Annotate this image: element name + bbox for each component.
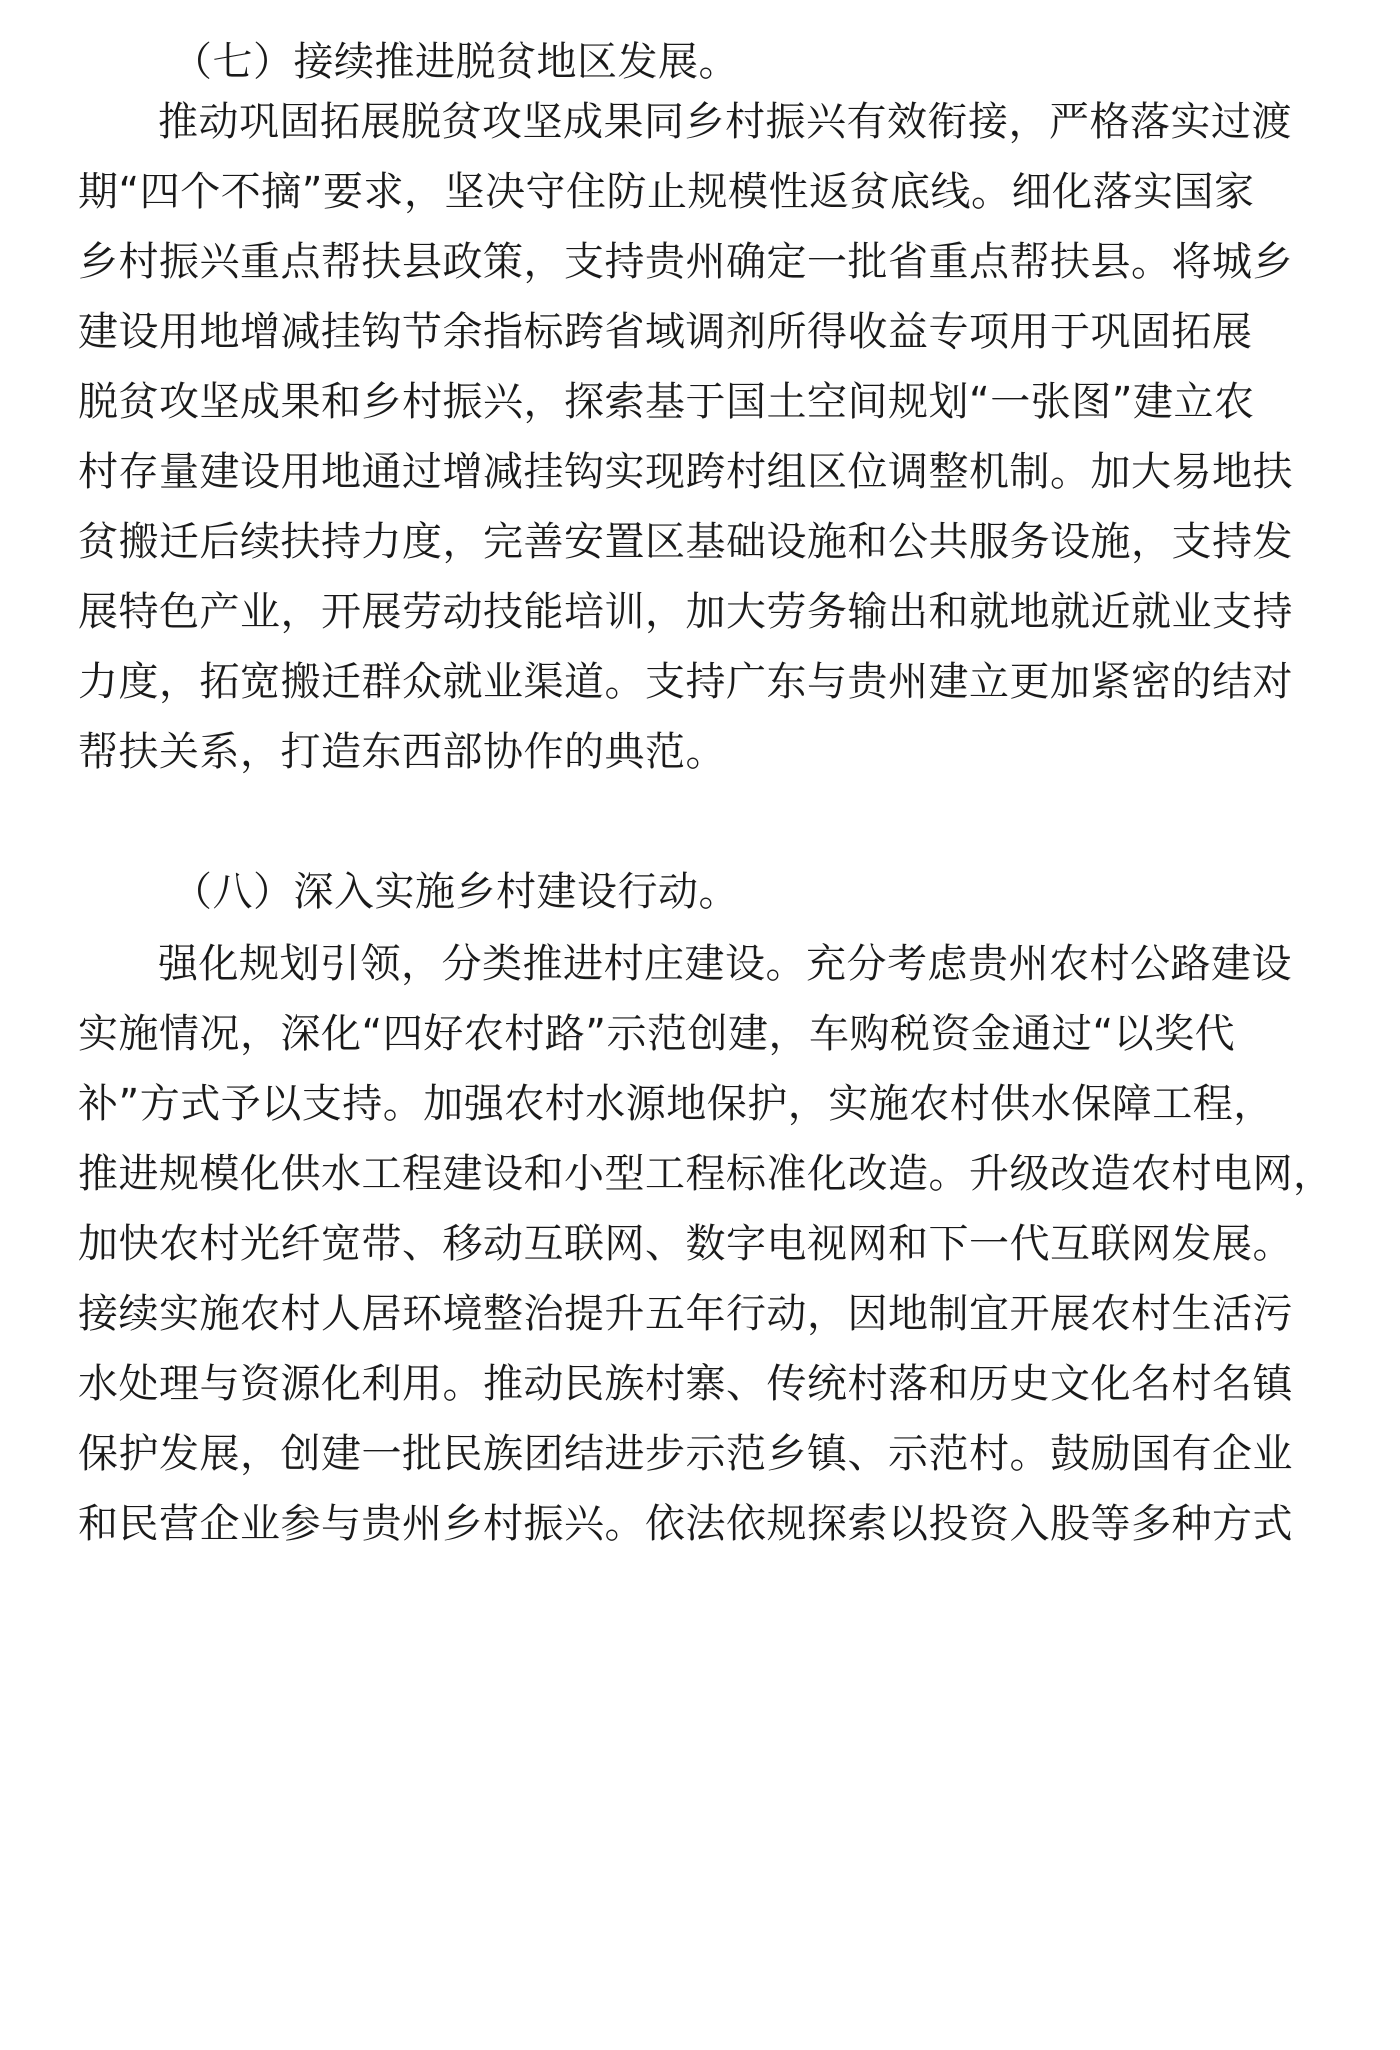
paragraph-line: 贫搬迁后续扶持力度，完善安置区基础设施和公共服务设施，支持发 [78, 519, 1293, 565]
paragraph-line: 推进规模化供水工程建设和小型工程标准化改造。升级改造农村电网， [78, 1151, 1334, 1197]
paragraph-line: 加快农村光纤宽带、移动互联网、数字电视网和下一代互联网发展。 [78, 1221, 1293, 1267]
paragraph-line: 脱贫攻坚成果和乡村振兴，探索基于国土空间规划“一张图”建立农 [78, 379, 1255, 425]
paragraph-line: 和民营企业参与贵州乡村振兴。依法依规探索以投资入股等多种方式 [78, 1501, 1293, 1547]
paragraph-line: 展特色产业，开展劳动技能培训，加大劳务输出和就地就近就业支持 [78, 589, 1293, 635]
paragraph-line: 水处理与资源化利用。推动民族村寨、传统村落和历史文化名村名镇 [78, 1361, 1293, 1407]
section-heading-8: （八）深入实施乡村建设行动。 [172, 869, 739, 915]
paragraph-line: 接续实施农村人居环境整治提升五年行动，因地制宜开展农村生活污 [78, 1291, 1293, 1337]
paragraph-line: 强化规划引领，分类推进村庄建设。充分考虑贵州农村公路建设 [158, 941, 1292, 987]
paragraph-line: 实施情况，深化“四好农村路”示范创建，车购税资金通过“以奖代 [78, 1011, 1236, 1057]
paragraph-line: 帮扶关系，打造东西部协作的典范。 [78, 729, 726, 775]
paragraph-line: 村存量建设用地通过增减挂钩实现跨村组区位调整机制。加大易地扶 [78, 449, 1293, 495]
paragraph-line: 期“四个不摘”要求，坚决守住防止规模性返贫底线。细化落实国家 [78, 169, 1255, 215]
paragraph-line: 力度，拓宽搬迁群众就业渠道。支持广东与贵州建立更加紧密的结对 [78, 659, 1293, 705]
paragraph-line: 保护发展，创建一批民族团结进步示范乡镇、示范村。鼓励国有企业 [78, 1431, 1293, 1477]
paragraph-line: 推动巩固拓展脱贫攻坚成果同乡村振兴有效衔接，严格落实过渡 [158, 99, 1292, 145]
paragraph-line: 乡村振兴重点帮扶县政策，支持贵州确定一批省重点帮扶县。将城乡 [78, 239, 1293, 285]
section-heading-7: （七）接续推进脱贫地区发展。 [172, 39, 739, 85]
paragraph-line: 建设用地增减挂钩节余指标跨省域调剂所得收益专项用于巩固拓展 [78, 309, 1253, 355]
paragraph-line: 补”方式予以支持。加强农村水源地保护，实施农村供水保障工程， [78, 1081, 1274, 1127]
